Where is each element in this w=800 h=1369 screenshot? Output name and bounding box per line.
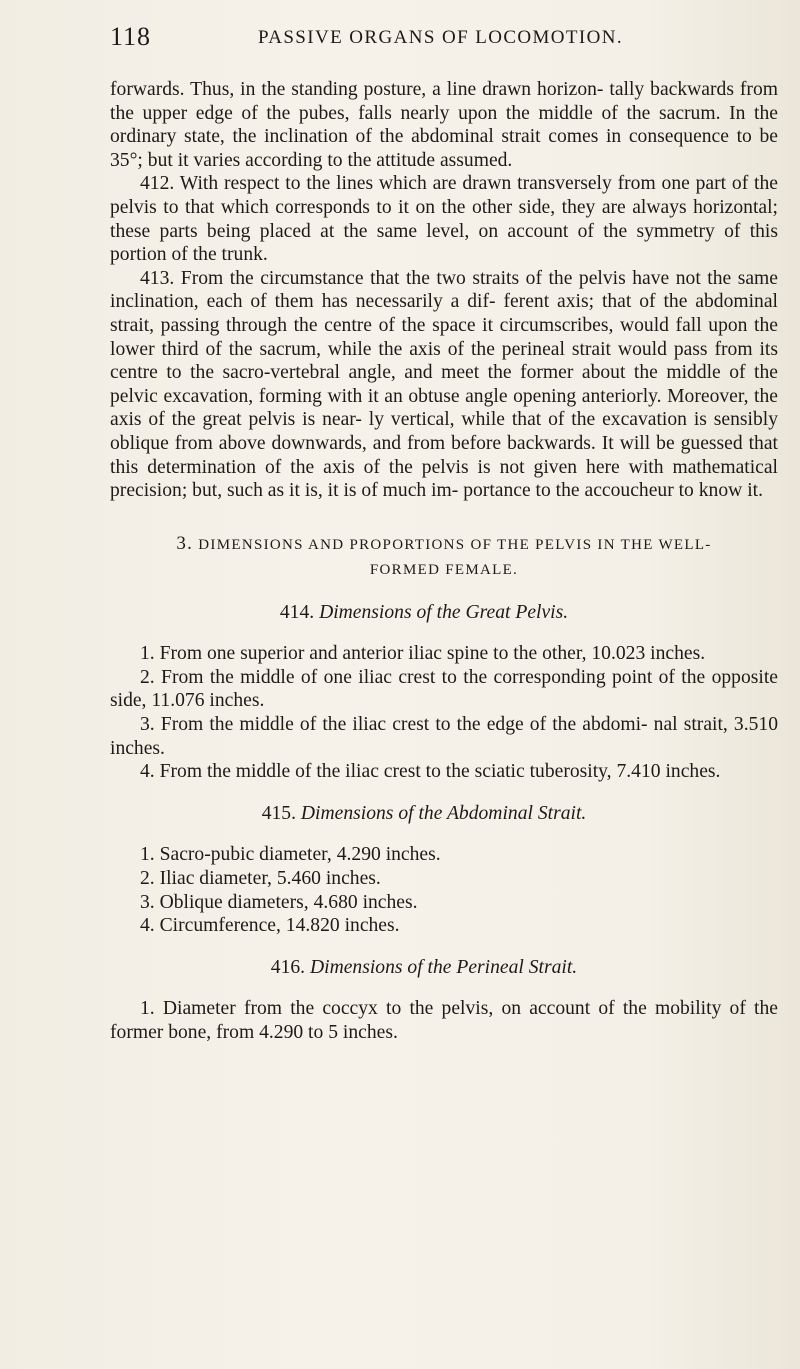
paragraph-intro: forwards. Thus, in the standing posture, a line drawn horizon- tally backwards from the upper edge of the pubes, falls nearly upon the middle of the sacrum. In the ordinary state, the inclination of the abdominal strait comes in consequence to be 35°; but it varies according to the attitude assumed. [110,79,778,171]
section-number: 3. [176,532,194,554]
section-title-line-2: FORMED FEMALE. [369,561,519,578]
list-item: 4. From the middle of the iliac crest to the sciatic tuberosity, 7.410 inches. [140,761,721,783]
subheading-title: Dimensions of the Perineal Strait. [309,956,578,978]
subheading-number: 415. [261,802,296,824]
subheading-number: 414. [279,601,315,623]
list-item: 3. From the middle of the iliac crest to the edge of the abdomi- nal strait, 3.510 inches. [110,714,778,759]
subheading-title: Dimensions of the Great Pelvis. [319,601,569,623]
section-title-line-1: DIMENSIONS AND PROPORTIONS OF THE PELVIS IN THE WELL- [198,536,712,553]
list-item: 1. Sacro-pubic diameter, 4.290 inches. [140,844,441,866]
paragraph-413: 413. From the circumstance that the two straits of the pelvis have not the same inclination, each of them has necessarily a dif- ferent axis; that of the abdominal strait, passing through the centre of the space it circumscribes, would fall upon the lower third of the sacrum, while the axis of the perineal strait would pass from its centre to the sacro-vertebral angle, and meet the former about the middle of the pelvic excavation, forming with it an obtuse angle opening anteriorly. Moreover, the axis of the great pelvis is near- ly vertical, while that of the excavation is sensibly oblique from above downwards, and from before backwards. It will be guessed that this determination of the axis of the pelvis is not given here with mathematical precision; but, such as it is, it is of much im- portance to the accoucheur to know it. [110,267,778,502]
subheading-414 [110,601,778,625]
paragraph-412: 412. With respect to the lines which are drawn transversely from one part of the pelvis to that which corresponds to it on the other side, they are always horizontal; these parts being placed at the same level, on account of the symmetry of this portion of the trunk. [110,173,778,266]
list-item: 3. Oblique diameters, 4.680 inches. [140,891,418,913]
list-item: 1. Diameter from the coccyx to the pelvis, on account of the mobility of the former bone, from 4.290 to 5 inches. [110,998,778,1043]
list-item: 4. Circumference, 14.820 inches. [140,915,400,937]
list-item: 2. Iliac diameter, 5.460 inches. [140,868,381,890]
subheading-title: Dimensions of the Abdominal Strait. [300,802,587,824]
page-number: 118 [110,22,152,51]
page-header [110,22,740,52]
body-text [110,78,778,1045]
list-item: 2. From the middle of one iliac crest to the corresponding point of the opposite side, 11.076 inches. [110,666,778,712]
section-heading-3 [110,531,778,583]
subheading-415 [110,802,778,826]
list-item: 1. From one superior and anterior iliac spine to the other, 10.023 inches. [140,643,706,665]
running-title: PASSIVE ORGANS OF LOCOMOTION. [258,27,624,48]
subheading-number: 416. [270,956,306,978]
subheading-416 [110,956,778,980]
